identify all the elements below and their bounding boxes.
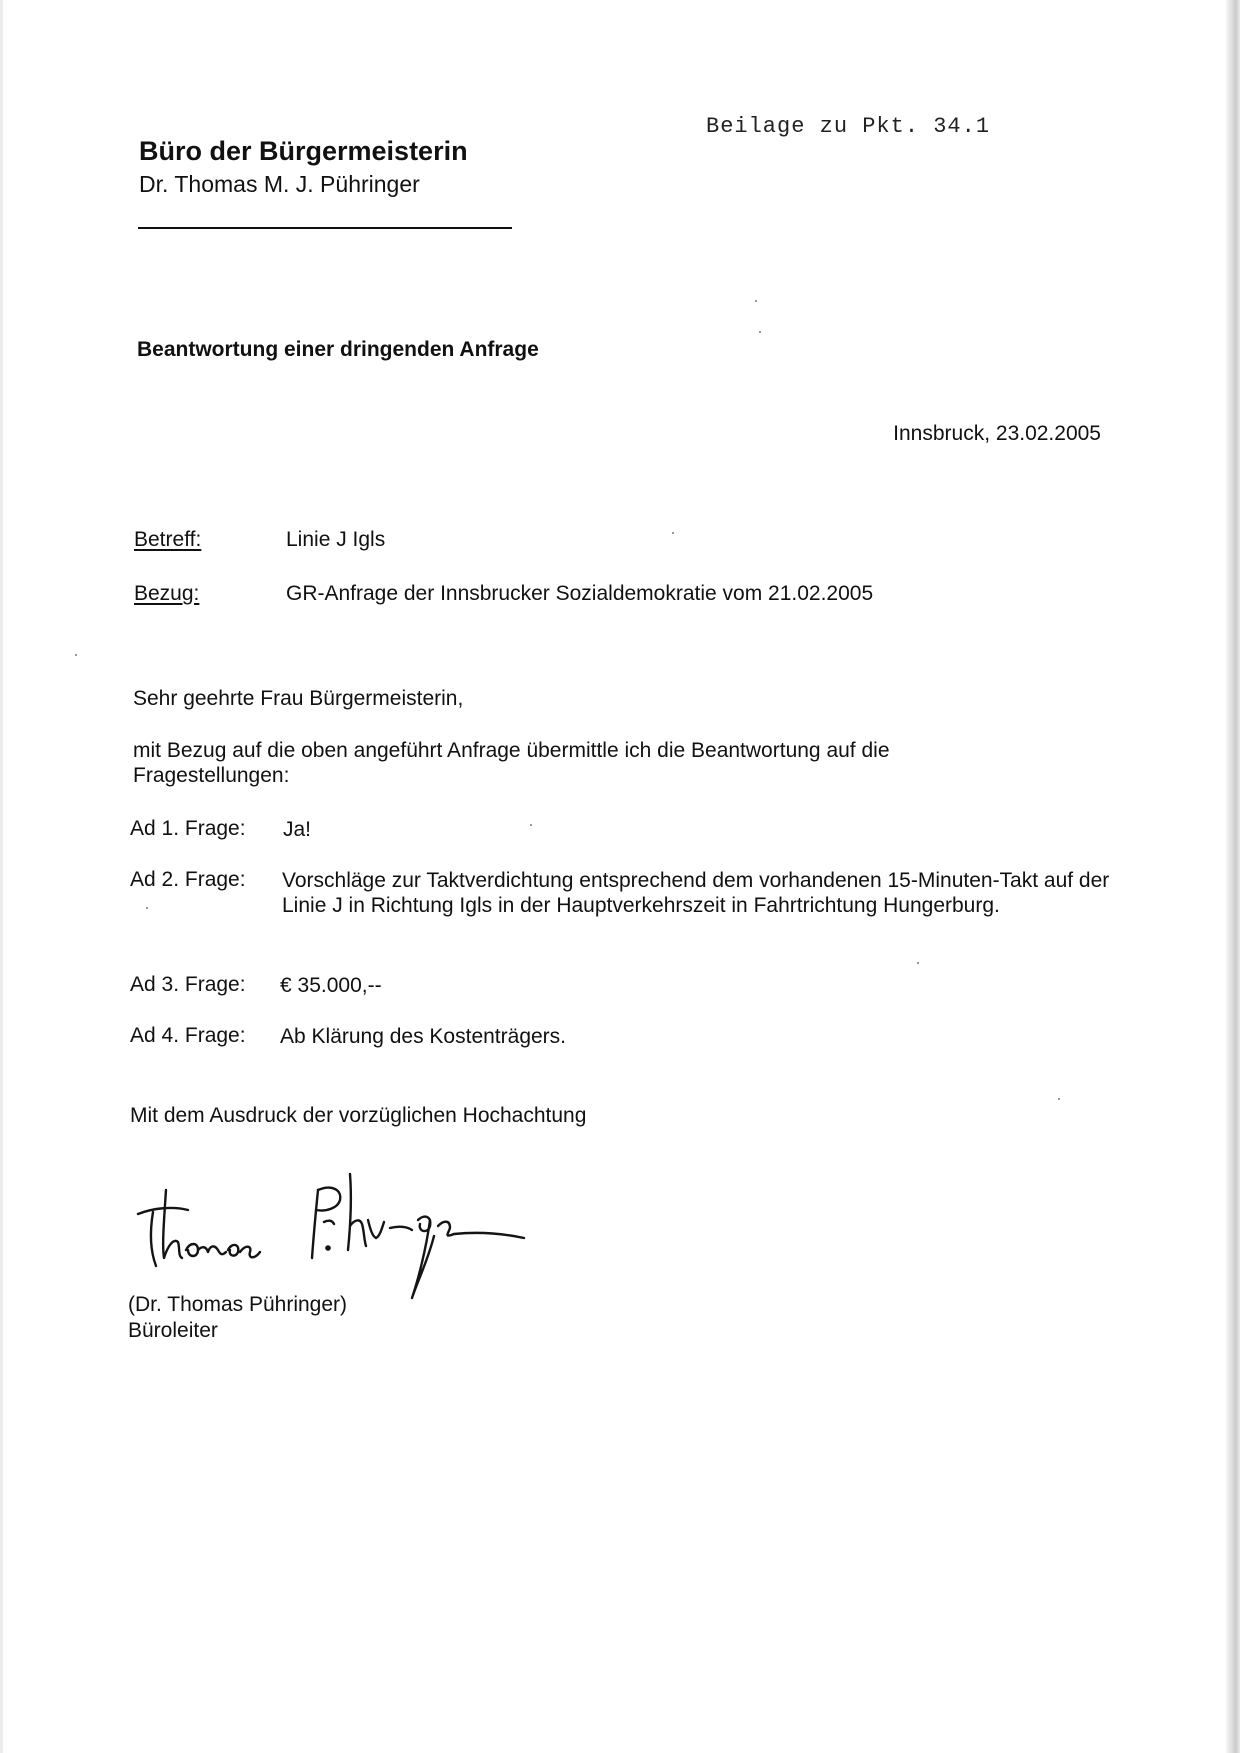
answer-4-label: Ad 4. Frage: <box>130 1024 246 1047</box>
attachment-stamp: Beilage zu Pkt. 34.1 <box>706 114 991 139</box>
answer-1-label: Ad 1. Frage: <box>130 817 246 840</box>
scan-edge-left <box>0 0 3 1753</box>
scan-speck <box>759 331 761 333</box>
betreff-value: Linie J Igls <box>286 528 386 551</box>
answer-4-text: Ab Klärung des Kostenträgers. <box>280 1025 567 1048</box>
betreff-label: Betreff: <box>134 528 202 551</box>
intro-line-2: Fragestellungen: <box>133 764 290 787</box>
signatory-name: (Dr. Thomas Pühringer) <box>128 1293 348 1316</box>
scan-speck <box>917 962 919 964</box>
scan-speck <box>755 300 757 302</box>
scan-speck <box>146 907 148 909</box>
date-line: Innsbruck, 23.02.2005 <box>893 422 1101 445</box>
scan-speck <box>75 654 77 656</box>
closing-line: Mit dem Ausdruck der vorzüglichen Hochachtung <box>130 1104 587 1127</box>
answer-3-label: Ad 3. Frage: <box>130 973 246 996</box>
signatory-title: Büroleiter <box>128 1319 218 1342</box>
salutation: Sehr geehrte Frau Bürgermeisterin, <box>133 687 464 710</box>
answer-3-text: € 35.000,-- <box>280 974 382 997</box>
scan-speck <box>672 532 674 534</box>
scan-edge-right <box>1226 0 1240 1753</box>
document-heading: Beantwortung einer dringenden Anfrage <box>137 338 539 361</box>
office-title: Büro der Bürgermeisterin <box>139 136 468 166</box>
answer-2-text: Vorschläge zur Taktverdichtung entsprechend dem vorhandenen 15-Minuten-Takt auf der Linie J in Richtung Igls in der Hauptverkehrszeit in Fahrtrichtung Hungerburg. <box>282 869 1110 917</box>
scan-speck <box>1058 1098 1060 1100</box>
bezug-value: GR-Anfrage der Innsbrucker Sozialdemokratie vom 21.02.2005 <box>286 582 874 605</box>
answer-1-text: Ja! <box>283 818 312 841</box>
answer-2-label: Ad 2. Frage: <box>130 868 246 891</box>
scan-speck <box>530 824 532 826</box>
office-person: Dr. Thomas M. J. Pühringer <box>139 171 420 197</box>
intro-line-1: mit Bezug auf die oben angeführt Anfrage übermittle ich die Beantwortung auf die <box>133 739 890 762</box>
header-divider <box>138 227 512 229</box>
handwritten-signature <box>128 1150 608 1310</box>
bezug-label: Bezug: <box>134 582 200 605</box>
